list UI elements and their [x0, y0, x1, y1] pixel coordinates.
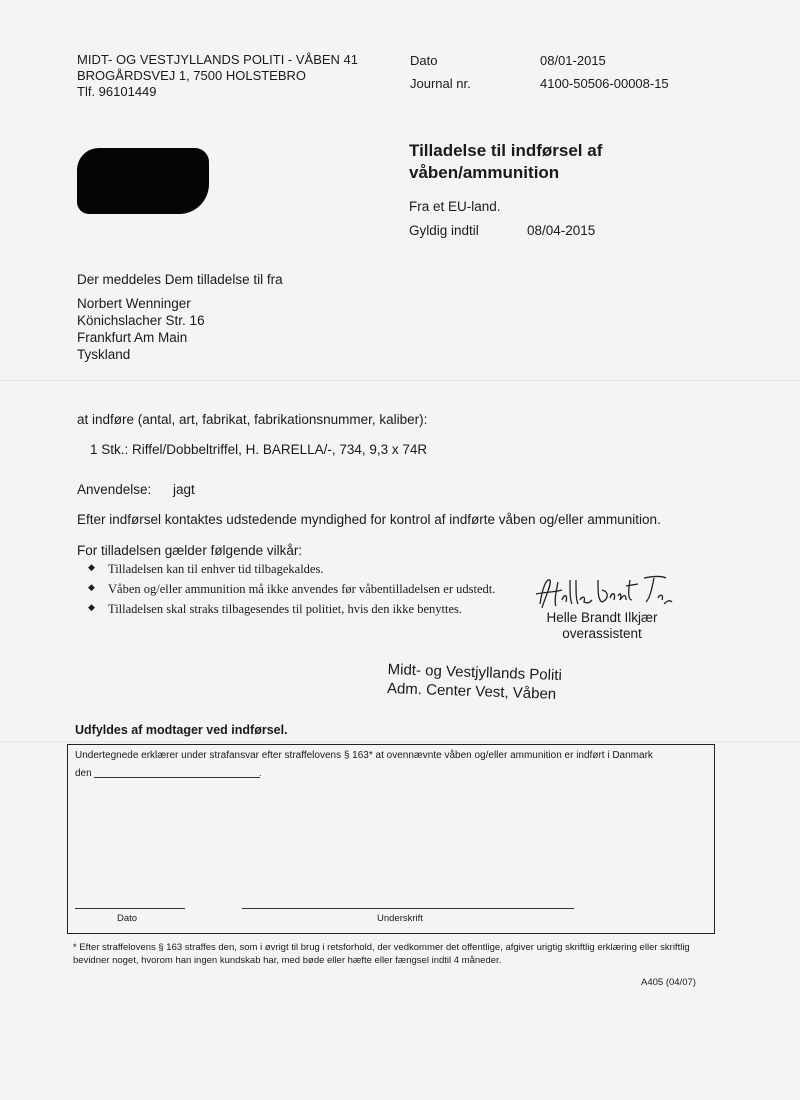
- fold-line: [0, 741, 800, 742]
- address-block: [77, 295, 205, 363]
- grant-text: Der meddeles Dem tilladelse til fra: [77, 272, 283, 287]
- import-label: at indføre (antal, art, fabrikat, fabrikationsnummer, kaliber):: [77, 412, 428, 427]
- declaration-box: [67, 744, 715, 934]
- control-text: Efter indførsel kontaktes udstedende myndighed for kontrol af indførte våben og/eller ammunition.: [77, 512, 661, 527]
- usage-label: Anvendelse:: [77, 482, 152, 497]
- underskrift-field[interactable]: [242, 908, 574, 909]
- stamp-line-2: Adm. Center Vest, Våben: [386, 679, 557, 703]
- sender-block: [77, 52, 358, 100]
- sender-line-1: MIDT- OG VESTJYLLANDS POLITI - VÅBEN 41: [77, 52, 359, 67]
- sender-line-3: Tlf. 96101449: [77, 84, 157, 99]
- stamp-line-1: Midt- og Vestjyllands Politi: [387, 660, 563, 685]
- recipient-heading: Udfyldes af modtager ved indførsel.: [75, 723, 288, 737]
- bullet-icon: ◆: [88, 602, 95, 612]
- den-field[interactable]: [94, 777, 260, 778]
- dato-field[interactable]: [75, 908, 185, 909]
- handwritten-signature: [532, 570, 674, 614]
- journal-label: Journal nr.: [410, 76, 471, 91]
- footnote: * Efter straffelovens § 163 straffes den, som i øvrigt til brug i retsforhold, der vedkommer det offentlige, afgiver urigtig skriftlig erklæring eller skriftlig bevidner noget, hvorom han ingen kundskab har, med bøde eller hæfte eller fængsel indtil 4 måneder.: [73, 942, 690, 966]
- usage-value: jagt: [173, 482, 195, 497]
- address-country: Tyskland: [77, 347, 131, 362]
- declaration-text: Undertegnede erklærer under strafansvar efter straffelovens § 163* at ovennævnte våben og/eller ammunition er indført i Danmark: [75, 750, 653, 761]
- address-city: Frankfurt Am Main: [77, 330, 188, 345]
- dato-value: 08/01-2015: [540, 53, 606, 68]
- valid-value: 08/04-2015: [527, 223, 596, 238]
- redaction-block: [77, 148, 209, 214]
- bullet-icon: ◆: [88, 562, 95, 572]
- conditions-heading: For tilladelsen gælder følgende vilkår:: [77, 543, 303, 558]
- signatory-role: overassistent: [562, 626, 642, 641]
- condition-text: Våben og/eller ammunition må ikke anvendes før våbentilladelsen er udstedt.: [108, 582, 496, 596]
- signatory-block: [543, 610, 661, 642]
- condition-item: [88, 602, 495, 622]
- item-line: 1 Stk.: Riffel/Dobbeltriffel, H. BARELLA/-, 734, 9,3 x 74R: [90, 442, 428, 457]
- document-title: [409, 140, 602, 184]
- condition-item: [88, 582, 495, 602]
- den-label: den: [75, 768, 92, 779]
- conditions-list: [88, 562, 495, 622]
- origin-text: Fra et EU-land.: [409, 199, 501, 214]
- sender-line-2: BROGÅRDSVEJ 1, 7500 HOLSTEBRO: [77, 68, 307, 83]
- address-street: Könichslacher Str. 16: [77, 313, 205, 328]
- underskrift-field-label: Underskrift: [377, 913, 423, 924]
- dato-label: Dato: [410, 53, 438, 68]
- valid-label: Gyldig indtil: [409, 223, 479, 238]
- den-period: .: [259, 768, 262, 779]
- condition-text: Tilladelsen kan til enhver tid tilbagekaldes.: [108, 562, 324, 576]
- dato-field-label: Dato: [117, 913, 138, 924]
- condition-item: [88, 562, 495, 582]
- address-name: Norbert Wenninger: [77, 296, 191, 311]
- journal-value: 4100-50506-00008-15: [540, 76, 669, 91]
- condition-text: Tilladelsen skal straks tilbagesendes til politiet, hvis den ikke benyttes.: [108, 602, 463, 616]
- office-stamp: [387, 660, 562, 704]
- bullet-icon: ◆: [88, 582, 95, 592]
- signatory-name: Helle Brandt Ilkjær: [546, 610, 658, 625]
- form-code: A405 (04/07): [641, 977, 696, 988]
- title-line-1: Tilladelse til indførsel af: [409, 141, 603, 160]
- fold-line: [0, 380, 800, 381]
- title-line-2: våben/ammunition: [409, 163, 560, 182]
